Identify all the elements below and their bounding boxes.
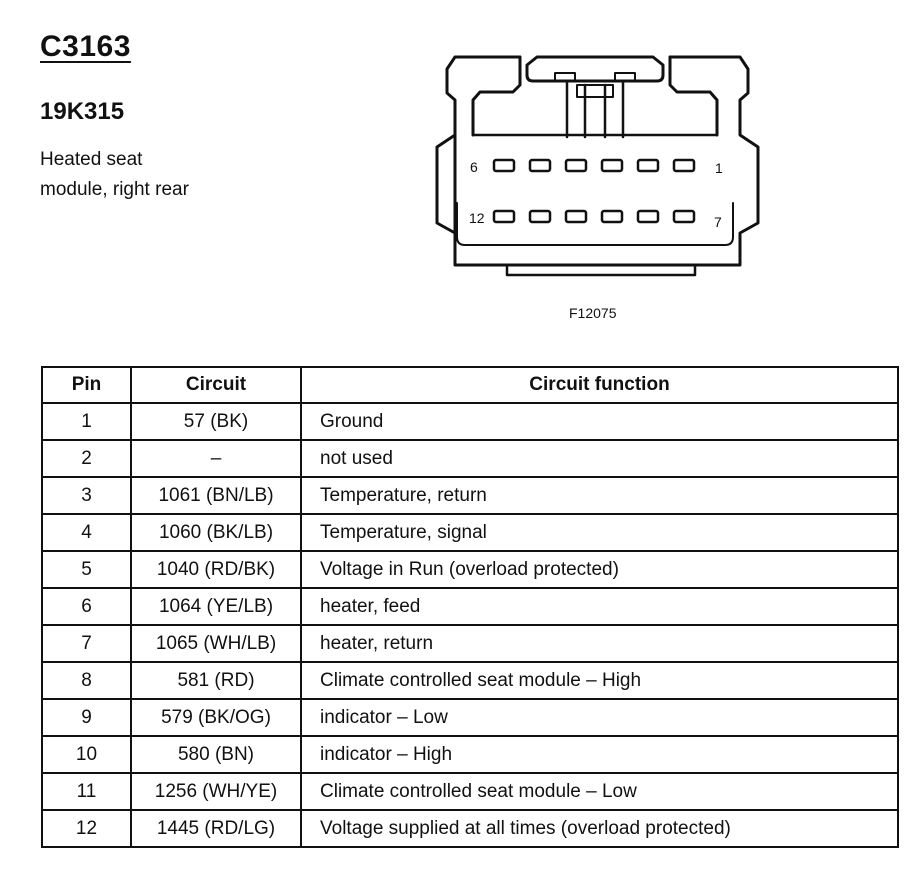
circuit-function: Temperature, return (301, 477, 898, 514)
pin-number: 3 (42, 477, 131, 514)
connector-id: C3163 (40, 30, 131, 63)
circuit-code: 1040 (RD/BK) (131, 551, 301, 588)
pin-number: 5 (42, 551, 131, 588)
table-row (42, 477, 898, 514)
circuit-function: Climate controlled seat module – Low (301, 773, 898, 810)
circuit-code: 1061 (BN/LB) (131, 477, 301, 514)
circuit-code: 579 (BK/OG) (131, 699, 301, 736)
circuit-function: Temperature, signal (301, 514, 898, 551)
pin-number: 8 (42, 662, 131, 699)
row1-left-pin-label: 6 (470, 159, 478, 175)
circuit-function: heater, return (301, 625, 898, 662)
row1-right-pin-label: 1 (715, 160, 723, 176)
circuit-function: Ground (301, 403, 898, 440)
circuit-function: Climate controlled seat module – High (301, 662, 898, 699)
pin-number: 12 (42, 810, 131, 847)
table-row (42, 588, 898, 625)
circuit-code: 57 (BK) (131, 403, 301, 440)
pin-number: 9 (42, 699, 131, 736)
circuit-function: heater, feed (301, 588, 898, 625)
table-row (42, 773, 898, 810)
pin-number: 1 (42, 403, 131, 440)
column-header-function: Circuit function (301, 367, 898, 403)
circuit-code: 1256 (WH/YE) (131, 773, 301, 810)
row2-left-pin-label: 12 (469, 210, 485, 226)
row2-right-pin-label: 7 (714, 214, 722, 230)
pin-number: 11 (42, 773, 131, 810)
table-row (42, 662, 898, 699)
pin-number: 4 (42, 514, 131, 551)
column-header-circuit: Circuit (131, 367, 301, 403)
pin-table (41, 366, 899, 848)
circuit-code: – (131, 440, 301, 477)
circuit-code: 1445 (RD/LG) (131, 810, 301, 847)
connector-description: Heated seat module, right rear (40, 149, 189, 200)
table-row (42, 403, 898, 440)
pin-number: 10 (42, 736, 131, 773)
circuit-function: Voltage supplied at all times (overload protected) (301, 810, 898, 847)
table-row (42, 699, 898, 736)
circuit-function: Voltage in Run (overload protected) (301, 551, 898, 588)
circuit-function: indicator – High (301, 736, 898, 773)
circuit-function: indicator – Low (301, 699, 898, 736)
figure-code: F12075 (569, 305, 617, 321)
column-header-pin: Pin (42, 367, 131, 403)
circuit-code: 581 (RD) (131, 662, 301, 699)
part-number: 19K315 (40, 98, 125, 125)
connector-face-diagram (425, 45, 765, 285)
pin-number: 6 (42, 588, 131, 625)
table-row (42, 440, 898, 477)
table-header-row (42, 367, 898, 403)
pin-number: 7 (42, 625, 131, 662)
circuit-code: 1065 (WH/LB) (131, 625, 301, 662)
circuit-function: not used (301, 440, 898, 477)
table-row (42, 514, 898, 551)
table-row (42, 736, 898, 773)
table-row (42, 551, 898, 588)
table-row (42, 625, 898, 662)
table-row (42, 810, 898, 847)
circuit-code: 1060 (BK/LB) (131, 514, 301, 551)
circuit-code: 1064 (YE/LB) (131, 588, 301, 625)
circuit-code: 580 (BN) (131, 736, 301, 773)
pin-number: 2 (42, 440, 131, 477)
